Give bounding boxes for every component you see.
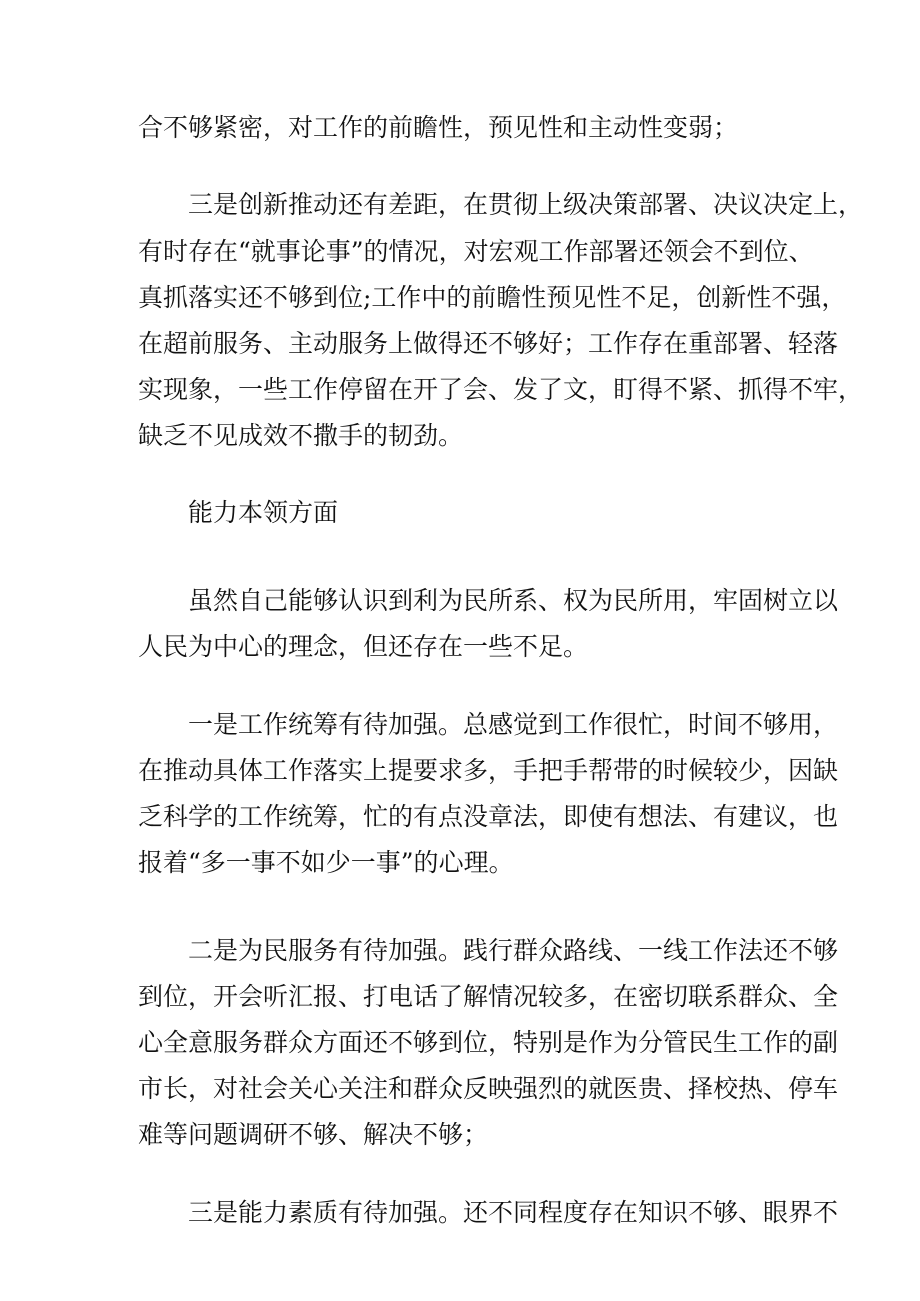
text-line: 合不够紧密，对工作的前瞻性，预见性和主动性变弱； (138, 113, 739, 142)
text-line: 在推动具体工作落实上提要求多，手把手帮带的时候较少，因缺 (138, 756, 839, 785)
text-line: 缺乏不见成效不撒手的韧劲。 (138, 421, 464, 450)
text-line: 三是创新推动还有差距，在贯彻上级决策部署、决议决定上， (188, 190, 864, 219)
text-line: 一是工作统筹有待加强。总感觉到工作很忙，时间不够用， (188, 710, 839, 739)
text-line: 实现象，一些工作停留在开了会、发了文，盯得不紧、抓得不牢， (138, 375, 864, 404)
text-line: 乏科学的工作统筹，忙的有点没章法，即使有想法、有建议，也 (138, 802, 839, 831)
text-line: 人民为中心的理念，但还存在一些不足。 (138, 632, 589, 661)
text-line: 真抓落实还不够到位;工作中的前瞻性预见性不足，创新性不强， (138, 283, 847, 312)
text-line: 到位，开会听汇报、打电话了解情况较多，在密切联系群众、全 (138, 982, 839, 1011)
text-line: 报着“多一事不如少一事”的心理。 (138, 848, 514, 877)
text-line: 市长，对社会关心关注和群众反映强烈的就医贵、择校热、停车 (138, 1074, 839, 1103)
text-line: 三是能力素质有待加强。还不同程度存在知识不够、眼界不 (188, 1198, 839, 1227)
text-line: 虽然自己能够认识到利为民所系、权为民所用，牢固树立以 (188, 586, 839, 615)
text-line: 难等问题调研不够、解决不够； (138, 1120, 489, 1149)
section-heading: 能力本领方面 (188, 498, 339, 527)
text-line: 在超前服务、主动服务上做得还不够好；工作存在重部署、轻落 (138, 329, 839, 358)
text-line: 心全意服务群众方面还不够到位，特别是作为分管民生工作的副 (138, 1028, 839, 1057)
text-line: 有时存在“就事论事”的情况，对宏观工作部署还领会不到位、 (138, 237, 814, 266)
text-line: 二是为民服务有待加强。践行群众路线、一线工作法还不够 (188, 936, 839, 965)
